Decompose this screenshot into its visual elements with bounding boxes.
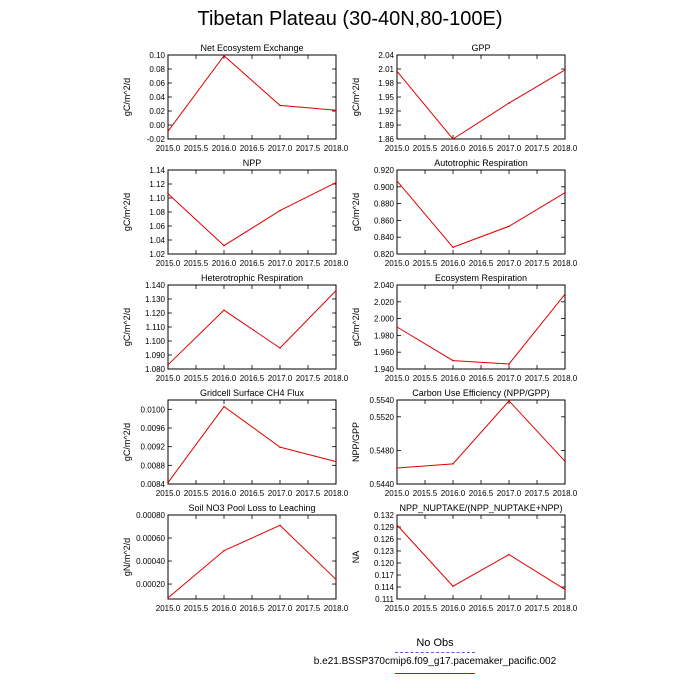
y-tick-label: 1.86 [378, 135, 394, 144]
y-tick-label: 0.00060 [136, 534, 165, 544]
y-tick-label: 2.04 [378, 51, 394, 60]
plot-frame [397, 55, 565, 139]
data-point [452, 360, 454, 362]
legend-case-line [395, 673, 475, 674]
plot-frame [397, 515, 565, 599]
x-tick-label: 2016.0 [440, 259, 466, 268]
x-tick-label: 2017.5 [295, 259, 321, 268]
y-tick-label: 0.00020 [136, 580, 165, 590]
x-tick-label: 2016.0 [440, 374, 466, 383]
chart-panel [351, 503, 578, 613]
y-tick-label: 0.00 [149, 121, 165, 130]
y-axis-label: gC/m^2/d [351, 77, 361, 117]
plot-frame [168, 515, 336, 599]
x-tick-label: 2017.5 [524, 144, 550, 153]
x-tick-label: 2016.5 [468, 259, 494, 268]
y-tick-label: 0.0096 [140, 424, 165, 433]
x-tick-label: 2015.0 [155, 144, 181, 153]
plot-frame [397, 400, 565, 484]
data-point [167, 482, 169, 484]
x-tick-label: 2016.0 [211, 489, 237, 498]
data-point [452, 138, 454, 140]
panel-title: Gridcell Surface CH4 Flux [199, 388, 305, 398]
x-tick-label: 2015.0 [155, 374, 181, 383]
panel-title: Soil NO3 Pool Loss to Leaching [188, 503, 316, 513]
data-point [396, 180, 398, 182]
y-tick-label: 1.090 [144, 351, 165, 360]
data-point [508, 102, 510, 104]
data-point [335, 110, 337, 112]
y-tick-label: 0.00040 [136, 557, 165, 567]
y-tick-label: 0.0088 [140, 461, 165, 471]
x-tick-label: 2017.5 [524, 259, 550, 268]
data-point [452, 585, 454, 587]
data-point [452, 246, 454, 248]
plot-frame [168, 400, 336, 484]
x-tick-label: 2017.5 [295, 604, 321, 613]
data-point [396, 71, 398, 73]
y-tick-label: 1.960 [373, 348, 394, 358]
y-axis-label: gC/m^2/d [351, 307, 361, 347]
x-tick-label: 2016.0 [440, 489, 466, 498]
legend-obs-label: No Obs [416, 637, 454, 649]
panel-title: Autotrophic Respiration [434, 158, 528, 168]
y-tick-label: 0.132 [373, 511, 394, 520]
y-tick-label: 0.0100 [140, 405, 165, 415]
x-tick-label: 2016.0 [440, 144, 466, 153]
data-point [396, 467, 398, 469]
chart-panel [351, 388, 578, 498]
x-tick-label: 2018.0 [323, 259, 349, 268]
x-tick-label: 2017.0 [267, 374, 293, 383]
data-point [279, 347, 281, 349]
x-tick-label: 2018.0 [323, 144, 349, 153]
y-tick-label: 1.140 [144, 281, 165, 290]
y-tick-label: 1.100 [144, 337, 165, 346]
panel-title: NPP_NUPTAKE/(NPP_NUPTAKE+NPP) [399, 503, 563, 513]
data-point [279, 525, 281, 527]
x-tick-label: 2018.0 [552, 144, 578, 153]
x-tick-label: 2015.5 [412, 259, 438, 268]
x-tick-label: 2016.5 [239, 604, 265, 613]
data-point [564, 69, 566, 71]
y-tick-label: 0.880 [373, 199, 394, 209]
y-tick-label: 1.98 [378, 79, 394, 88]
x-tick-label: 2015.0 [384, 604, 410, 613]
y-axis-label: gC/m^2/d [351, 192, 361, 232]
panel-title: Net Ecosystem Exchange [200, 43, 304, 53]
x-tick-label: 2015.5 [412, 489, 438, 498]
x-tick-label: 2017.5 [295, 144, 321, 153]
legend-case-label: b.e21.BSSP370cmip6.f09_g17.pacemaker_pacific.002 [313, 656, 557, 667]
x-tick-label: 2018.0 [323, 489, 349, 498]
y-tick-label: 1.940 [373, 365, 394, 374]
data-point [335, 182, 337, 184]
series-line [397, 294, 565, 364]
data-point [508, 225, 510, 227]
y-tick-label: 2.01 [378, 65, 394, 74]
y-axis-label: gC/m^2/d [122, 422, 132, 462]
y-tick-label: 0.5440 [369, 480, 394, 489]
x-tick-label: 2018.0 [323, 374, 349, 383]
x-tick-label: 2015.0 [384, 144, 410, 153]
chart-panel [351, 158, 578, 268]
y-tick-label: 0.820 [373, 250, 394, 259]
x-tick-label: 2015.5 [183, 144, 209, 153]
x-tick-label: 2015.0 [384, 489, 410, 498]
x-tick-label: 2015.5 [183, 489, 209, 498]
data-point [508, 363, 510, 365]
data-point [335, 461, 337, 463]
y-axis-label: gC/m^2/d [122, 77, 132, 117]
y-tick-label: 1.92 [378, 107, 394, 116]
data-point [223, 406, 225, 408]
x-tick-label: 2015.5 [412, 144, 438, 153]
y-tick-label: 2.000 [373, 314, 394, 324]
plot-frame [168, 170, 336, 254]
y-tick-label: 1.89 [378, 121, 394, 130]
y-tick-label: 0.5480 [369, 446, 394, 456]
x-tick-label: 2015.5 [183, 374, 209, 383]
x-tick-label: 2017.0 [267, 144, 293, 153]
series-line [397, 525, 565, 589]
data-point [279, 105, 281, 107]
x-tick-label: 2017.0 [496, 144, 522, 153]
x-tick-label: 2017.0 [496, 489, 522, 498]
x-tick-label: 2015.0 [155, 604, 181, 613]
data-point [452, 463, 454, 465]
chart-panel [122, 273, 349, 383]
x-tick-label: 2016.0 [440, 604, 466, 613]
x-tick-label: 2018.0 [552, 259, 578, 268]
panel-title: NPP [242, 158, 262, 168]
x-tick-label: 2018.0 [552, 489, 578, 498]
plot-frame [168, 285, 336, 369]
y-tick-label: 1.130 [144, 295, 165, 304]
y-tick-label: 0.5520 [369, 412, 394, 422]
x-tick-label: 2017.0 [267, 259, 293, 268]
x-tick-label: 2017.5 [524, 374, 550, 383]
panel-title: Ecosystem Respiration [434, 273, 528, 283]
series-line [397, 70, 565, 139]
y-tick-label: 1.080 [144, 365, 165, 374]
y-tick-label: 0.0092 [140, 442, 165, 452]
data-point [508, 400, 510, 402]
data-point [508, 554, 510, 556]
y-tick-label: 0.114 [374, 583, 394, 592]
x-tick-label: 2018.0 [323, 604, 349, 613]
chart-panel [122, 43, 349, 153]
y-axis-label: gN/m^2/d [122, 537, 132, 577]
panel-title: Heterotrophic Respiration [200, 273, 304, 283]
series-line [168, 183, 336, 246]
x-tick-label: 2015.5 [412, 604, 438, 613]
data-point [279, 446, 281, 448]
chart-panel [122, 388, 349, 498]
y-tick-label: 1.12 [149, 180, 165, 189]
y-axis-label: gC/m^2/d [122, 307, 132, 347]
y-tick-label: 0.08 [149, 65, 165, 74]
panel-title: Carbon Use Efficiency (NPP/GPP) [412, 388, 550, 398]
x-tick-label: 2017.5 [295, 374, 321, 383]
x-tick-label: 2015.5 [183, 604, 209, 613]
data-point [279, 210, 281, 212]
y-tick-label: 0.123 [373, 547, 394, 556]
chart-panel [122, 158, 349, 268]
plot-frame [397, 285, 565, 369]
y-tick-label: 2.040 [373, 281, 394, 290]
data-point [167, 597, 169, 599]
y-tick-label: 0.0084 [140, 480, 165, 489]
y-tick-label: 0.00080 [136, 511, 165, 520]
data-point [223, 55, 225, 57]
data-point [223, 245, 225, 247]
x-tick-label: 2017.0 [267, 604, 293, 613]
data-point [396, 524, 398, 526]
x-tick-label: 2016.0 [211, 374, 237, 383]
x-tick-label: 2017.0 [496, 604, 522, 613]
x-tick-label: 2017.0 [496, 259, 522, 268]
y-tick-label: 0.04 [149, 93, 165, 102]
x-tick-label: 2015.0 [155, 259, 181, 268]
x-tick-label: 2016.5 [468, 489, 494, 498]
x-tick-label: 2015.0 [384, 374, 410, 383]
y-tick-label: 1.08 [149, 208, 165, 217]
data-point [564, 192, 566, 194]
data-point [223, 550, 225, 552]
y-tick-label: 0.920 [373, 166, 394, 175]
y-tick-label: 1.06 [149, 222, 165, 231]
data-point [167, 364, 169, 366]
series-line [168, 407, 336, 483]
x-tick-label: 2016.5 [468, 144, 494, 153]
y-tick-label: 0.02 [149, 107, 165, 116]
y-tick-label: 0.860 [373, 216, 394, 226]
data-point [223, 309, 225, 311]
y-tick-label: 0.117 [374, 571, 394, 580]
x-tick-label: 2015.5 [183, 259, 209, 268]
x-tick-label: 2016.5 [468, 374, 494, 383]
y-tick-label: 1.980 [373, 331, 394, 341]
y-tick-label: 0.129 [373, 523, 394, 532]
y-tick-label: 0.5540 [369, 396, 394, 405]
x-tick-label: 2017.0 [267, 489, 293, 498]
y-axis-label: gC/m^2/d [122, 192, 132, 232]
data-point [167, 131, 169, 133]
y-tick-label: 0.111 [375, 595, 394, 604]
y-tick-label: 1.120 [144, 309, 165, 318]
y-tick-label: 2.020 [373, 297, 394, 307]
y-tick-label: 1.14 [149, 166, 165, 175]
y-axis-label: NA [351, 550, 361, 564]
x-tick-label: 2015.0 [384, 259, 410, 268]
chart-panel [351, 43, 578, 153]
x-tick-label: 2017.0 [496, 374, 522, 383]
x-tick-label: 2016.5 [239, 374, 265, 383]
data-point [396, 326, 398, 328]
series-line [397, 181, 565, 247]
data-point [335, 579, 337, 581]
x-tick-label: 2016.0 [211, 259, 237, 268]
x-tick-label: 2016.5 [239, 489, 265, 498]
x-tick-label: 2015.5 [412, 374, 438, 383]
x-tick-label: 2015.0 [155, 489, 181, 498]
chart-panel [351, 273, 578, 383]
y-tick-label: 1.04 [149, 236, 165, 245]
y-tick-label: 1.10 [149, 194, 165, 203]
y-tick-label: 0.900 [373, 182, 394, 192]
x-tick-label: 2016.5 [239, 144, 265, 153]
x-tick-label: 2018.0 [552, 604, 578, 613]
data-point [564, 461, 566, 463]
y-tick-label: 1.02 [149, 250, 165, 259]
series-line [168, 291, 336, 365]
data-point [167, 193, 169, 195]
series-line [168, 56, 336, 132]
panel-title: GPP [471, 43, 491, 53]
y-tick-label: 0.840 [373, 233, 394, 243]
figure-title: Tibetan Plateau (30-40N,80-100E) [197, 8, 503, 30]
y-tick-label: 0.06 [149, 79, 165, 88]
series-line [397, 401, 565, 468]
data-point [335, 290, 337, 292]
x-tick-label: 2017.5 [295, 489, 321, 498]
y-tick-label: 0.120 [373, 559, 394, 568]
series-line [168, 525, 336, 597]
y-tick-label: -0.02 [146, 135, 165, 144]
legend-obs-line [395, 652, 475, 653]
y-axis-label: NPP/GPP [351, 421, 361, 463]
x-tick-label: 2018.0 [552, 374, 578, 383]
data-point [564, 589, 566, 591]
x-tick-label: 2016.0 [211, 144, 237, 153]
x-tick-label: 2017.5 [524, 489, 550, 498]
plot-frame [397, 170, 565, 254]
y-tick-label: 0.10 [149, 51, 165, 60]
y-tick-label: 1.110 [145, 323, 165, 332]
x-tick-label: 2016.5 [468, 604, 494, 613]
x-tick-label: 2016.5 [239, 259, 265, 268]
chart-panel [122, 503, 349, 613]
y-tick-label: 1.95 [378, 93, 394, 102]
x-tick-label: 2016.0 [211, 604, 237, 613]
x-tick-label: 2017.5 [524, 604, 550, 613]
y-tick-label: 0.126 [373, 535, 394, 544]
data-point [564, 293, 566, 295]
